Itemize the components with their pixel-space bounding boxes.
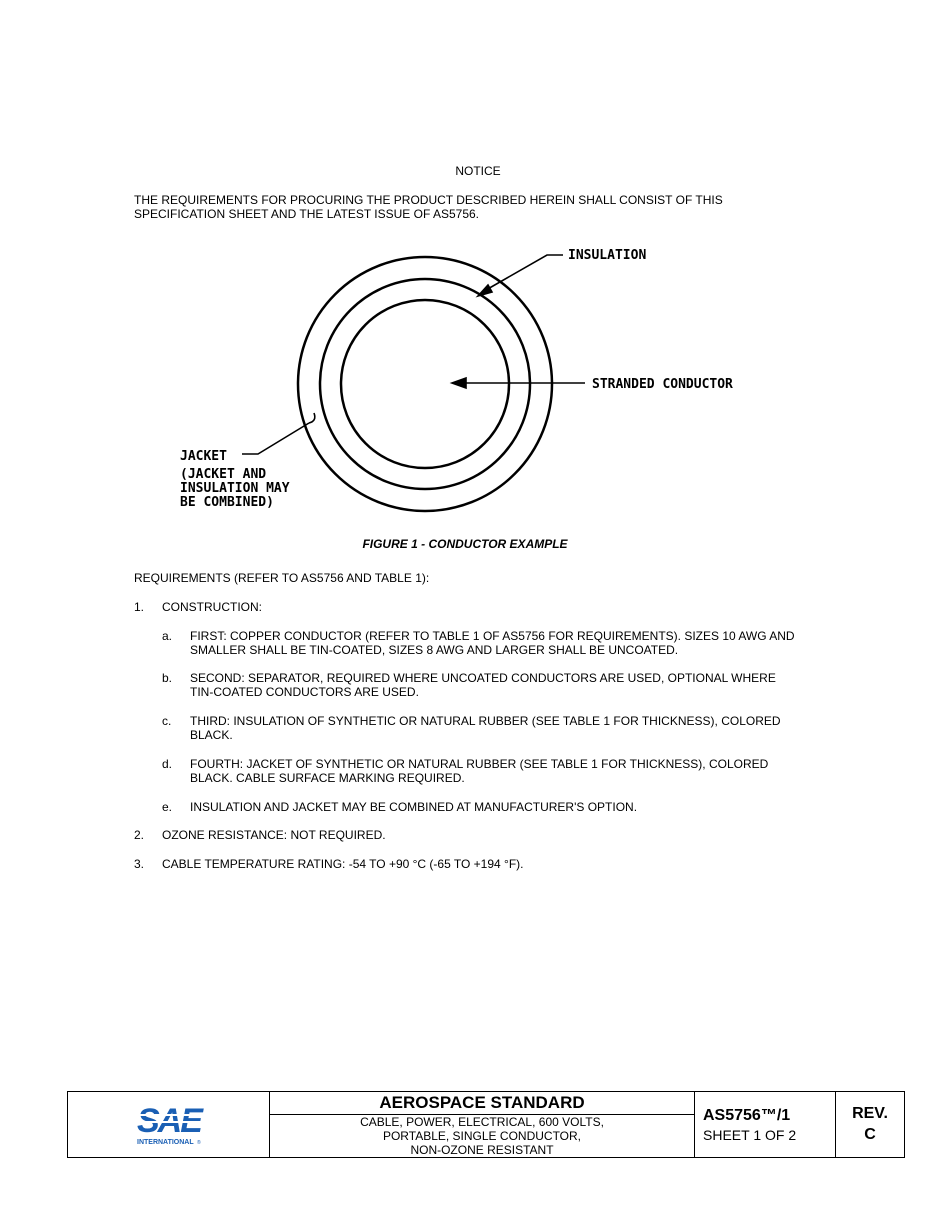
figure-caption: FIGURE 1 - CONDUCTOR EXAMPLE (362, 537, 568, 551)
subitem-letter: e. (162, 800, 173, 814)
insulation-label: INSULATION (568, 248, 647, 263)
item-text: CONSTRUCTION: (162, 600, 262, 614)
subitem-text (190, 671, 776, 699)
revision (836, 1103, 904, 1145)
doc-number-cell (695, 1092, 836, 1157)
item-text: OZONE RESISTANCE: NOT REQUIRED. (162, 828, 386, 842)
sae-logo-sub: INTERNATIONAL (137, 1139, 194, 1146)
notice-line: SPECIFICATION SHEET AND THE LATEST ISSUE OF AS5756. (134, 207, 479, 221)
jacket-note-line: BE COMBINED) (180, 495, 274, 510)
conductor-figure (0, 0, 950, 540)
sheet-number: SHEET 1 OF 2 (703, 1127, 797, 1143)
stranded-conductor-label: STRANDED CONDUCTOR (592, 377, 733, 392)
jacket-note-line: INSULATION MAY (180, 481, 290, 496)
subitem-letter: a. (162, 629, 173, 643)
conductor-ring (341, 300, 509, 468)
jacket-note-line: (JACKET AND (180, 467, 267, 482)
standard-subtitle (270, 1115, 694, 1157)
standard-title: AEROSPACE STANDARD (270, 1092, 694, 1115)
revision-value: C (864, 1126, 876, 1143)
jacket-leader-tick (309, 413, 315, 423)
subitem-line: SECOND: SEPARATOR, REQUIRED WHERE UNCOATED CONDUCTORS ARE USED, OPTIONAL WHERE (190, 671, 776, 685)
subitem-line: SMALLER SHALL BE TIN-COATED, SIZES 8 AWG AND LARGER SHALL BE UNCOATED. (190, 643, 679, 657)
subtitle-line: CABLE, POWER, ELECTRICAL, 600 VOLTS, (360, 1115, 604, 1129)
item-text: CABLE TEMPERATURE RATING: -54 TO +90 °C (-65 TO +194 °F). (162, 857, 524, 871)
subitem-line: BLACK. CABLE SURFACE MARKING REQUIRED. (190, 771, 465, 785)
notice-line: THE REQUIREMENTS FOR PROCURING THE PRODUCT DESCRIBED HEREIN SHALL CONSIST OF THIS (134, 193, 723, 207)
jacket-ring (298, 257, 552, 511)
subitem-letter: c. (162, 714, 172, 728)
item-number: 2. (134, 828, 145, 842)
subitem-letter: d. (162, 757, 173, 771)
insulation-leader (486, 255, 563, 290)
sae-logo-mark: SAE (137, 1102, 201, 1140)
subitem-line: TIN-COATED CONDUCTORS ARE USED. (190, 685, 419, 699)
subitem-line: INSULATION AND JACKET MAY BE COMBINED AT MANUFACTURER'S OPTION. (190, 800, 638, 814)
requirements-heading: REQUIREMENTS (REFER TO AS5756 AND TABLE 1): (134, 571, 430, 585)
revision-label: REV. (852, 1105, 888, 1122)
sae-logo (137, 1102, 207, 1148)
subitem-line: BLACK. (190, 728, 233, 742)
item-number: 3. (134, 857, 145, 871)
jacket-leader (242, 423, 309, 454)
subtitle-line: PORTABLE, SINGLE CONDUCTOR, (382, 1129, 582, 1143)
item-number: 1. (134, 600, 145, 614)
title-block (67, 1091, 905, 1158)
subtitle-line: NON-OZONE RESISTANT (410, 1143, 554, 1157)
jacket-label: JACKET (180, 449, 227, 464)
revision-cell (836, 1092, 904, 1157)
subitem-text (190, 629, 795, 657)
subitem-text (190, 757, 768, 785)
doc-number: AS5756™/1 (703, 1107, 791, 1124)
notice-title: NOTICE (455, 164, 501, 178)
conductor-arrowhead (452, 378, 466, 388)
subitem-line: FOURTH: JACKET OF SYNTHETIC OR NATURAL RUBBER (SEE TABLE 1 FOR THICKNESS), COLORED (190, 757, 769, 771)
subitem-letter: b. (162, 671, 173, 685)
subitem-line: THIRD: INSULATION OF SYNTHETIC OR NATURAL RUBBER (SEE TABLE 1 FOR THICKNESS), COLORED (190, 714, 781, 728)
sae-logo-registered: ® (197, 1140, 201, 1146)
logo-cell (68, 1092, 270, 1157)
insulation-ring (320, 279, 530, 489)
subitem-line: FIRST: COPPER CONDUCTOR (REFER TO TABLE 1 OF AS5756 FOR REQUIREMENTS). SIZES 10 AWG AND (190, 629, 795, 643)
title-cell (270, 1092, 695, 1157)
insulation-arrowhead (478, 285, 492, 296)
subitem-text (190, 714, 781, 742)
subitem-text (190, 800, 637, 814)
